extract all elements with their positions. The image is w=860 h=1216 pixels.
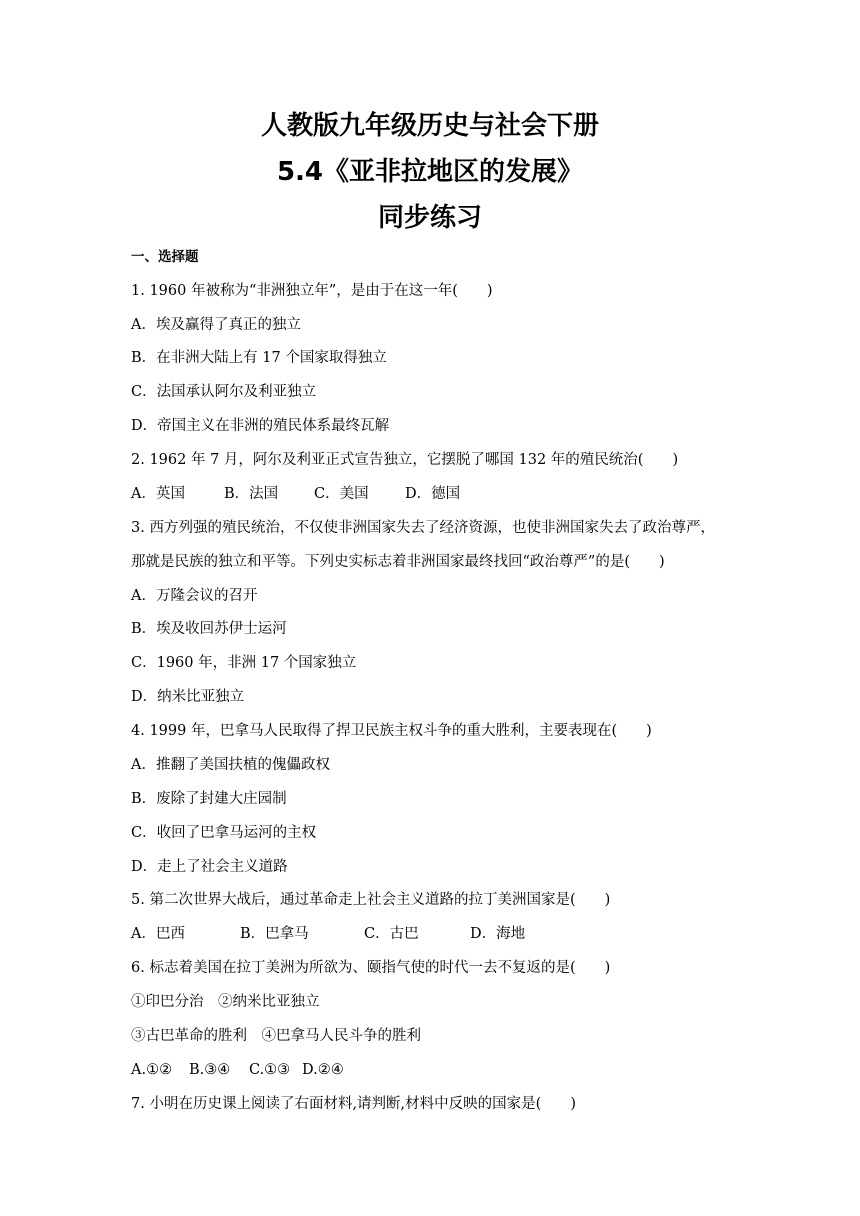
question-5-options	[131, 924, 525, 944]
question-5-option-c: C．古巴	[364, 926, 419, 942]
question-2-option-a: A．英国	[131, 486, 185, 502]
question-2-option-b: B．法国	[224, 486, 279, 502]
question-5-option-a: A．巴西	[131, 926, 185, 942]
question-4-option-a: A．推翻了美国扶植的傀儡政权	[131, 757, 330, 773]
question-6-option-c: C.①③	[249, 1062, 291, 1078]
question-5-option-b: B．巴拿马	[240, 926, 309, 942]
question-1-option-a: A．埃及赢得了真正的独立	[131, 317, 301, 333]
question-3-stem-line-1: 3. 西方列强的殖民统治，不仅使非洲国家失去了经济资源，也使非洲国家失去了政治尊严，	[131, 520, 715, 536]
question-2-option-c: C．美国	[314, 486, 369, 502]
question-6-items-line-1: ①印巴分治 ②纳米比亚独立	[131, 994, 320, 1010]
question-6-stem: 6. 标志着美国在拉丁美洲为所欲为、颐指气使的时代一去不复返的是( )	[131, 960, 611, 976]
question-4-stem: 4. 1999 年，巴拿马人民取得了捍卫民族主权斗争的重大胜利，主要表现在( )	[131, 723, 652, 739]
question-6-option-d: D.②④	[302, 1062, 344, 1078]
question-2-stem: 2. 1962 年 7 月，阿尔及利亚正式宣告独立，它摆脱了哪国 132 年的殖民统治( )	[131, 452, 679, 468]
question-3-option-c: C．1960 年，非洲 17 个国家独立	[131, 655, 357, 671]
question-3-option-b: B．埃及收回苏伊士运河	[131, 621, 287, 637]
question-1-option-d: D．帝国主义在非洲的殖民体系最终瓦解	[131, 418, 390, 434]
question-4-option-d: D．走上了社会主义道路	[131, 859, 288, 875]
question-3-option-d: D．纳米比亚独立	[131, 689, 245, 705]
question-6-items-line-2: ③古巴革命的胜利 ④巴拿马人民斗争的胜利	[131, 1028, 421, 1044]
question-2-option-d: D．德国	[405, 486, 461, 502]
question-4-option-c: C．收回了巴拿马运河的主权	[131, 825, 317, 841]
question-7-stem: 7. 小明在历史课上阅读了右面材料,请判断,材料中反映的国家是( )	[131, 1096, 576, 1112]
question-5-option-d: D．海地	[470, 926, 526, 942]
question-6-options	[131, 1060, 344, 1080]
section-heading: 一、选择题	[131, 249, 199, 265]
question-4-option-b: B．废除了封建大庄园制	[131, 791, 287, 807]
question-1-option-b: B．在非洲大陆上有 17 个国家取得独立	[131, 350, 387, 366]
question-1-option-c: C．法国承认阿尔及利亚独立	[131, 384, 317, 400]
exercise-subtitle: 同步练习	[377, 203, 482, 233]
question-1-stem: 1. 1960 年被称为“非洲独立年”，是由于在这一年( )	[131, 283, 493, 299]
document-title: 人教版九年级历史与社会下册	[260, 111, 599, 141]
question-6-option-b: B.③④	[189, 1062, 231, 1078]
lesson-title: 5.4《亚非拉地区的发展》	[276, 157, 584, 187]
question-5-stem: 5. 第二次世界大战后，通过革命走上社会主义道路的拉丁美洲国家是( )	[131, 892, 611, 908]
question-6-option-a: A.①②	[131, 1062, 173, 1078]
question-2-options	[131, 484, 460, 504]
question-3-option-a: A．万隆会议的召开	[131, 588, 258, 604]
question-3-stem-line-2: 那就是民族的独立和平等。下列史实标志着非洲国家最终找回“政治尊严”的是( )	[131, 554, 665, 570]
